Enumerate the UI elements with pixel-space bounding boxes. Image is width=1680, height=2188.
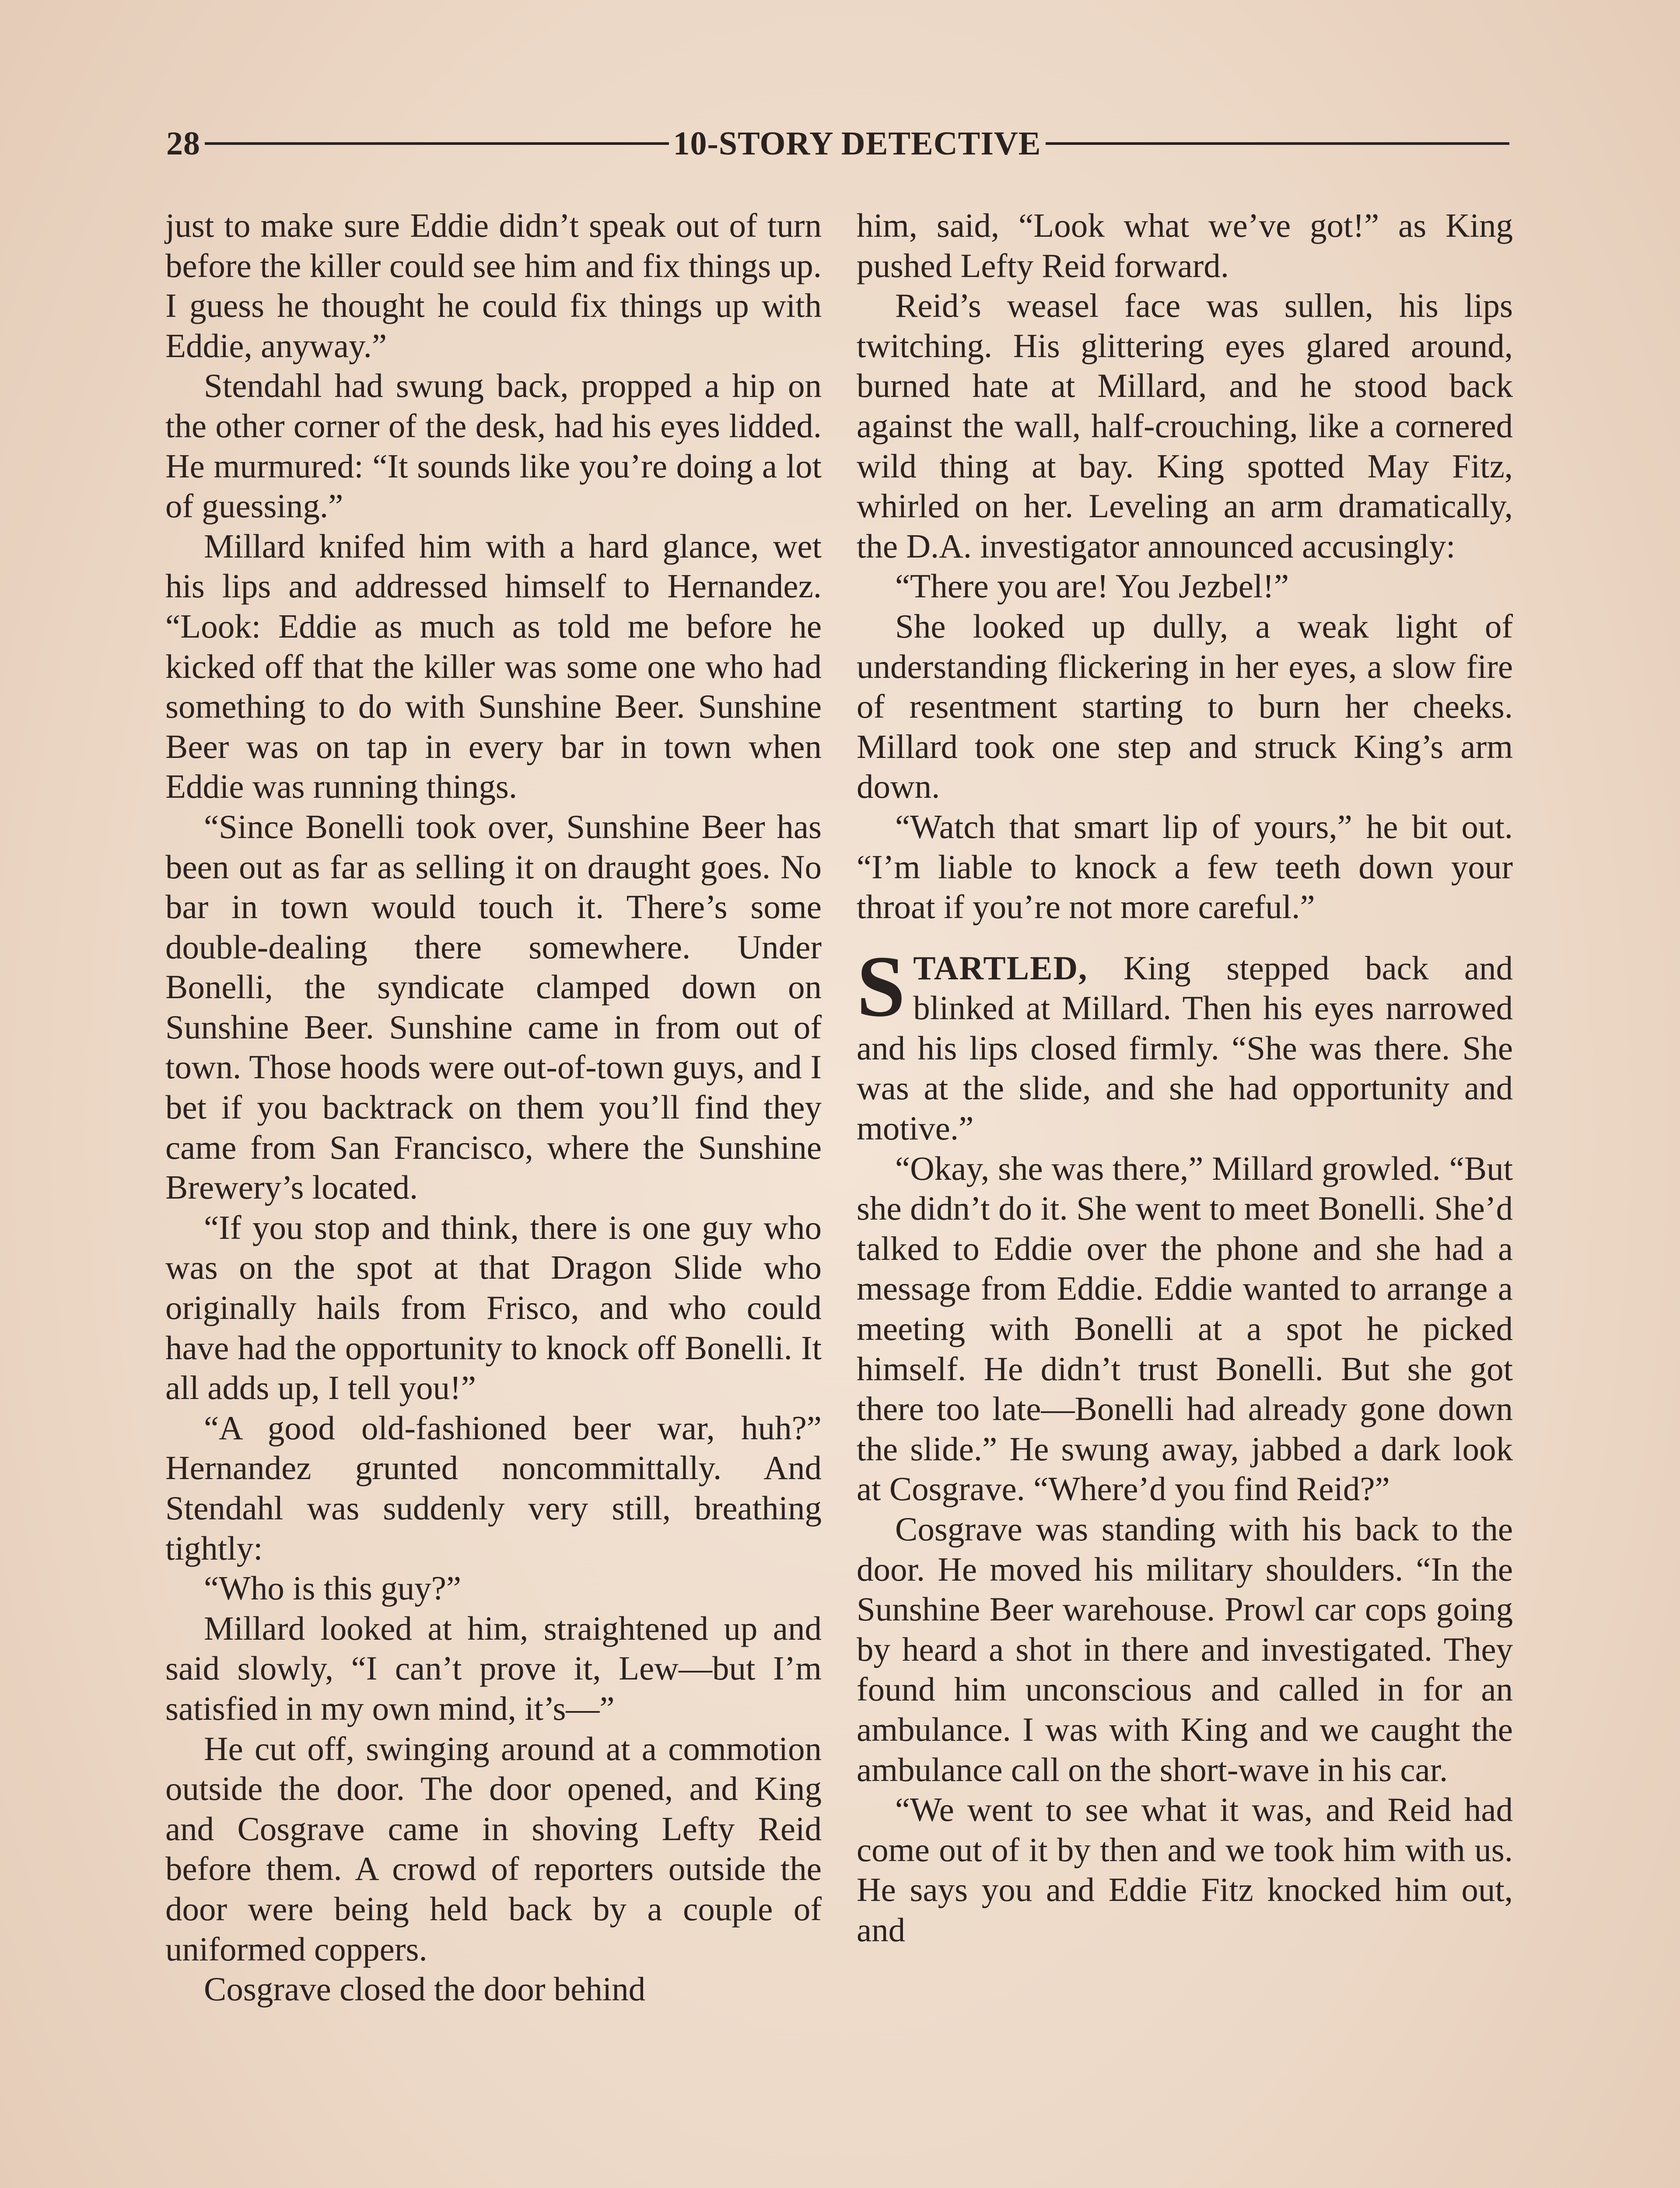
header-rule-left — [205, 142, 669, 145]
section-opening-paragraph — [857, 938, 1513, 1149]
paragraph: Cosgrave closed the door behind — [204, 1970, 646, 2008]
paragraph: “We went to see what it was, and Reid had come out of it by then and we took him with us. He says you and Eddie Fitz knocked him out, and — [857, 1791, 1513, 1949]
right-column — [857, 206, 1513, 1950]
paragraph: Reid’s weasel face was sullen, his lips twitching. His glittering eyes glared around, burned hate at Millard, and he stood back against the wall, half-crouching, like a cornered wild thing at bay. King spotted May Fitz, whirled on her. Leveling an arm dramatically, the D.A. investigator announced accusingly: — [857, 287, 1513, 565]
running-header — [166, 126, 1514, 161]
paragraph-text: King stepped back and blinked at Millard. Then his eyes narrowed and his lips closed firmly. “She was there. She was at the slide, and she had opportunity and motive.” — [857, 949, 1513, 1147]
drop-cap: S — [857, 938, 906, 1035]
left-column — [165, 206, 822, 2009]
paragraph: Millard looked at him, straightened up and said slowly, “I can’t prove it, Lew—but I’m satisfied in my own mind, it’s—” — [165, 1609, 822, 1727]
magazine-title: 10-STORY DETECTIVE — [673, 125, 1041, 162]
paragraph: Millard knifed him with a hard glance, wet his lips and addressed himself to Hernandez. “Look: Eddie as much as told me before he kicked off that the killer was some one who had something to do with Sunshine Beer. Sunshine Beer was on tap in every bar in town when Eddie was running things. — [165, 527, 822, 806]
paragraph: “Watch that smart lip of yours,” he bit out. “I’m liable to knock a few teeth down your throat if you’re not more careful.” — [857, 807, 1513, 926]
header-rule-right — [1046, 142, 1510, 145]
paragraph: She looked up dully, a weak light of understanding flickering in her eyes, a slow fire of resentment starting to burn her cheeks. Millard took one step and struck King’s arm down. — [857, 607, 1513, 806]
paragraph: “If you stop and think, there is one guy who was on the spot at that Dragon Slide who originally hails from Frisco, and who could have had the opportunity to knock off Bonelli. It all adds up, I tell you!” — [165, 1208, 822, 1407]
paragraph: “Since Bonelli took over, Sunshine Beer has been out as far as selling it on draught goes. No bar in town would touch it. There’s some double-dealing there somewhere. Under Bonelli, the syndicate clamped down on Sunshine Beer. Sunshine came in from out of town. Those hoods were out-of-town guys, and I bet if you backtrack on them you’ll find they came from San Francisco, where the Sunshine Brewery’s located. — [165, 807, 822, 1206]
paragraph: just to make sure Eddie didn’t speak out of turn before the killer could see him and fix things up. I guess he thought he could fix things up with Eddie, anyway.” — [165, 207, 822, 365]
paragraph: “Who is this guy?” — [204, 1569, 462, 1607]
paragraph: He cut off, swinging around at a commotion outside the door. The door opened, and King and Cosgrave came in shoving Lefty Reid before them. A crowd of reporters outside the door were being held back by a couple of uniformed coppers. — [165, 1729, 822, 1968]
page-number: 28 — [166, 125, 200, 162]
section-break — [857, 927, 1513, 948]
paragraph: “A good old-fashioned beer war, huh?” Hernandez grunted noncommittally. And Stendahl was suddenly very still, breathing tightly: — [165, 1409, 822, 1567]
paragraph: Stendahl had swung back, propped a hip on the other corner of the desk, had his eyes lidded. He murmured: “It sounds like you’re doing a lot of guessing.” — [165, 367, 822, 525]
paragraph: “Okay, she was there,” Millard growled. “But she didn’t do it. She went to meet Bonelli. She’d talked to Eddie over the phone and she had a message from Eddie. Eddie wanted to arrange a meeting with Bonelli at a spot he picked himself. He didn’t trust Bonelli. But she got there too late—Bonelli had already gone down the slide.” He swung away, jabbed a dark look at Cosgrave. “Where’d you find Reid?” — [857, 1149, 1513, 1508]
paragraph: “There you are! You Jezbel!” — [895, 567, 1289, 605]
paragraph: Cosgrave was standing with his back to the door. He moved his military shoulders. “In the Sunshine Beer warehouse. Prowl car cops going by heard a shot in there and investigated. They found him unconscious and called in for an ambulance. I was with King and we caught the ambulance call on the short-wave in his car. — [857, 1510, 1513, 1788]
small-caps-lead: TARTLED, — [913, 949, 1088, 987]
paragraph: him, said, “Look what we’ve got!” as King pushed Lefty Reid forward. — [857, 207, 1513, 284]
